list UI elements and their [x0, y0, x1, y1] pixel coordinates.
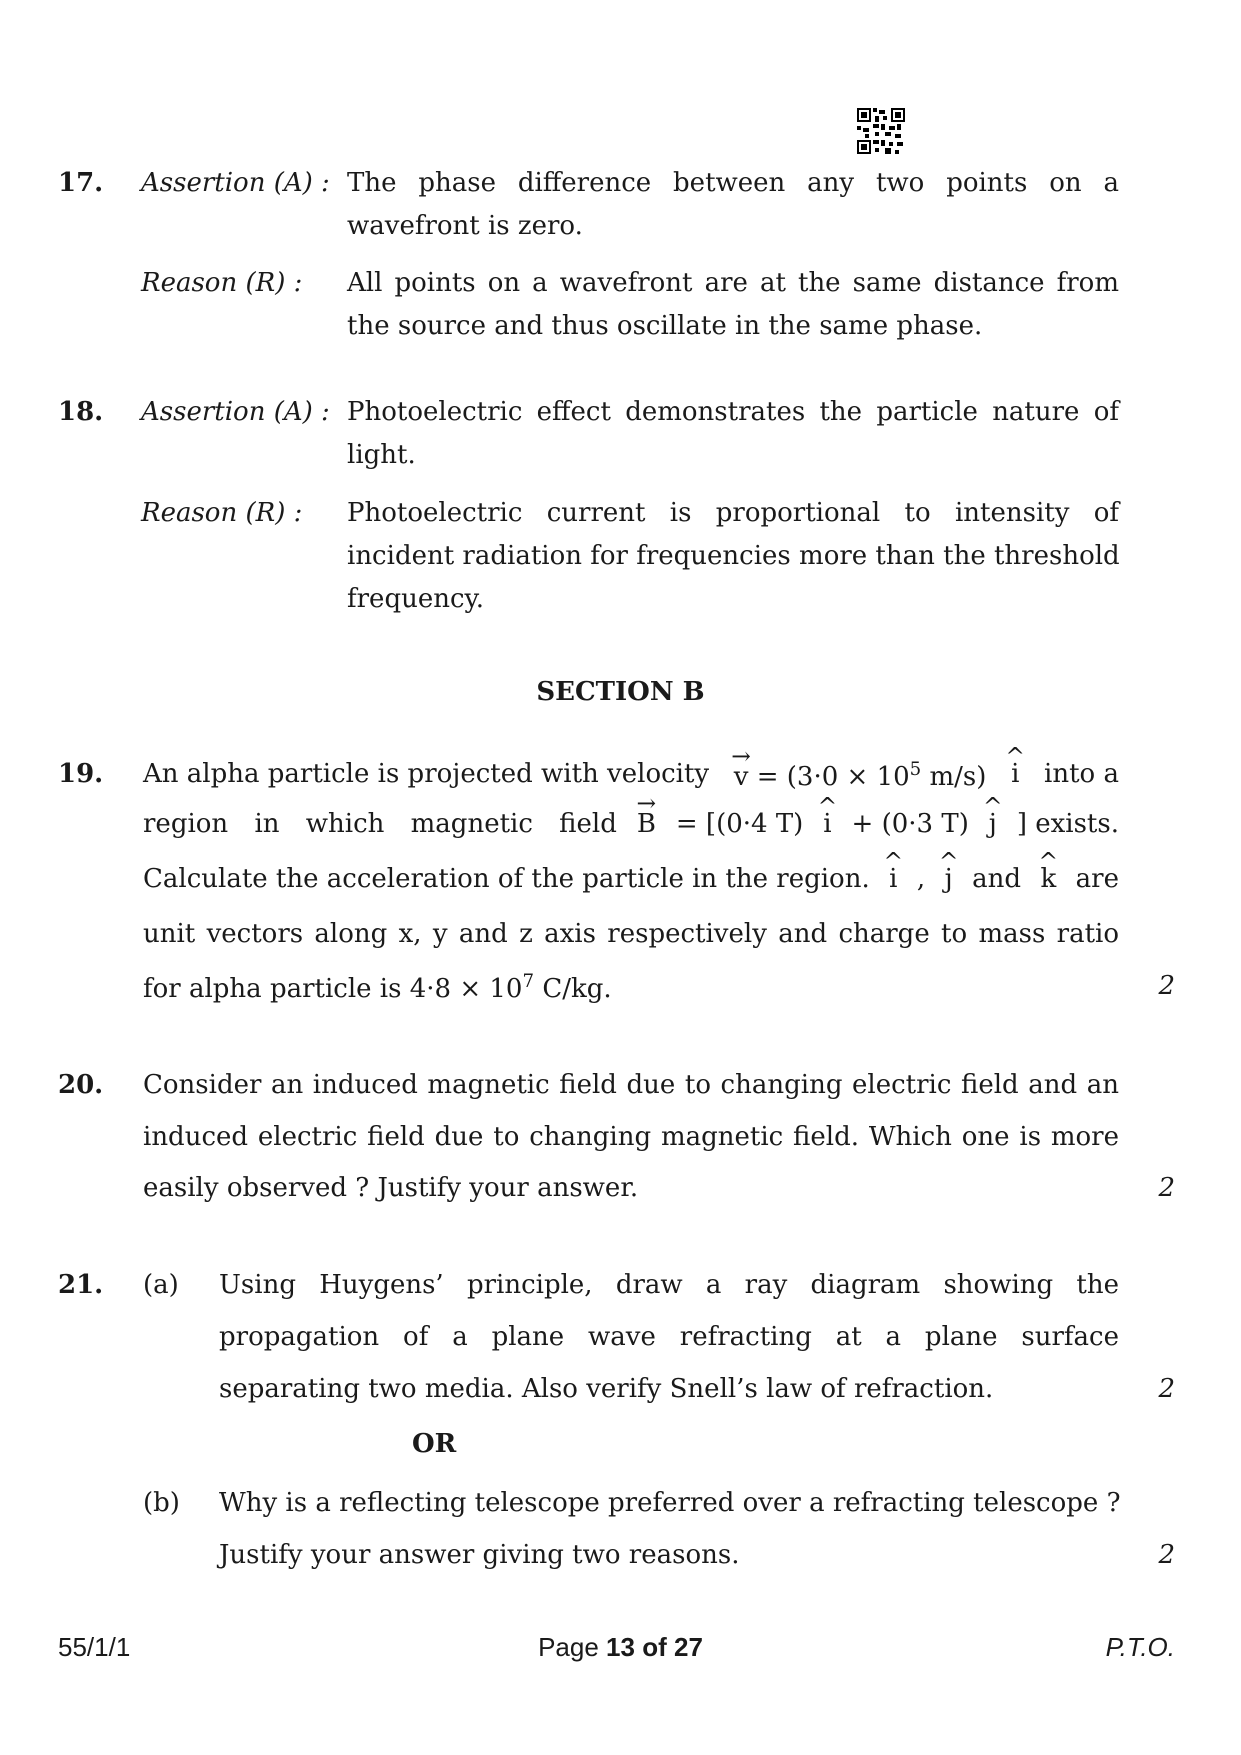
q20-line1: Consider an induced magnetic field due to changing electric field and an [143, 1070, 1119, 1100]
q19-math [734, 759, 987, 792]
reason-text-17-line1: All points on a wavefront are at the same distance from [347, 268, 1119, 298]
magnetic-field-vector-symbol: → B [637, 809, 656, 839]
page-of: of [642, 1632, 667, 1662]
q19-text: Calculate the acceleration of the particle in the region. [143, 864, 870, 894]
q19-line3 [143, 864, 1119, 894]
question-number-20: 20. [58, 1070, 104, 1100]
q21-part-a-label: (a) [143, 1270, 179, 1300]
marks-21a: 2 [1158, 1374, 1175, 1404]
page-total: 27 [673, 1632, 703, 1662]
q19-line5 [143, 971, 612, 1004]
q19-text: + (0·3 T) [851, 809, 969, 839]
assertion-text-18-line2: light. [347, 440, 416, 470]
question-number-17: 17. [58, 168, 104, 198]
question-number-21: 21. [58, 1270, 104, 1300]
q19-text: , [916, 864, 926, 894]
q19-text: into a [1044, 759, 1119, 789]
reason-label-17: Reason (R) : [141, 268, 303, 298]
q19-exponent: 5 [909, 759, 922, 780]
q19-text: = (3·0 × 10 [756, 762, 910, 792]
q19-text: m/s) [929, 762, 987, 792]
assertion-text-17-line2: wavefront is zero. [347, 211, 583, 241]
unit-vector-j: ^ j [989, 809, 997, 839]
q19-text: for alpha particle is 4·8 × 10 [143, 974, 523, 1004]
unit-vector-i: ^ i [889, 864, 897, 894]
q19-text: are [1075, 864, 1119, 894]
q21b-line1: Why is a reflecting telescope preferred over a refracting telescope ? [219, 1488, 1121, 1518]
assertion-label-18: Assertion (A) : [141, 397, 330, 427]
pto-label: P.T.O. [1105, 1632, 1175, 1662]
q19-text: An alpha particle is projected with velocity [143, 759, 710, 789]
unit-vector-i: ^ i [1011, 759, 1019, 792]
page-indicator [0, 1632, 1241, 1663]
q19-text: and [972, 864, 1022, 894]
q21a-line1: Using Huygens’ principle, draw a ray diagram showing the [219, 1270, 1119, 1300]
paper-code: 55/1/1 [58, 1632, 131, 1662]
reason-label-18: Reason (R) : [141, 498, 303, 528]
page-current: 13 [606, 1632, 635, 1662]
q21-part-b-label: (b) [143, 1488, 180, 1518]
reason-text-18-line3: frequency. [347, 584, 485, 614]
unit-vector-i: ^ i [823, 809, 831, 839]
q19-text: ] exists. [1016, 809, 1119, 839]
q19-line4: unit vectors along x, y and z axis respectively and charge to mass ratio [143, 919, 1119, 949]
page-prefix: Page [538, 1632, 599, 1662]
q19-line2 [143, 809, 1119, 839]
q21a-line2: propagation of a plane wave refracting at a plane surface [219, 1322, 1119, 1352]
reason-text-17-line2: the source and thus oscillate in the same phase. [347, 311, 983, 341]
assertion-text-17-line1: The phase difference between any two points on a [347, 168, 1119, 198]
unit-vector-k: ^ k [1040, 864, 1056, 894]
marks-21b: 2 [1158, 1540, 1175, 1570]
question-number-19: 19. [58, 759, 104, 789]
q21b-line2: Justify your answer giving two reasons. [219, 1540, 740, 1570]
q20-line3: easily observed ? Justify your answer. [143, 1173, 639, 1203]
q19-text: = [(0·4 T) [675, 809, 804, 839]
reason-text-18-line1: Photoelectric current is proportional to intensity of [347, 498, 1119, 528]
q19-text: C/kg. [542, 974, 612, 1004]
q19-line1 [143, 759, 1119, 792]
velocity-vector-symbol: → v [734, 762, 749, 792]
qr-code-image [857, 108, 905, 154]
assertion-text-18-line1: Photoelectric effect demonstrates the particle nature of [347, 397, 1119, 427]
or-divider: OR [412, 1429, 457, 1459]
marks-19: 2 [1158, 971, 1175, 1001]
section-title: SECTION B [536, 677, 705, 707]
q21a-line3: separating two media. Also verify Snell’s law of refraction. [219, 1374, 994, 1404]
q20-line2: induced electric field due to changing magnetic field. Which one is more [143, 1122, 1119, 1152]
assertion-label-17: Assertion (A) : [141, 168, 330, 198]
q19-exponent: 7 [522, 971, 535, 992]
question-number-18: 18. [58, 397, 104, 427]
q19-text: region in which magnetic field [143, 809, 617, 839]
marks-20: 2 [1158, 1173, 1175, 1203]
reason-text-18-line2: incident radiation for frequencies more than the threshold [347, 541, 1120, 571]
unit-vector-j: ^ j [945, 864, 953, 894]
